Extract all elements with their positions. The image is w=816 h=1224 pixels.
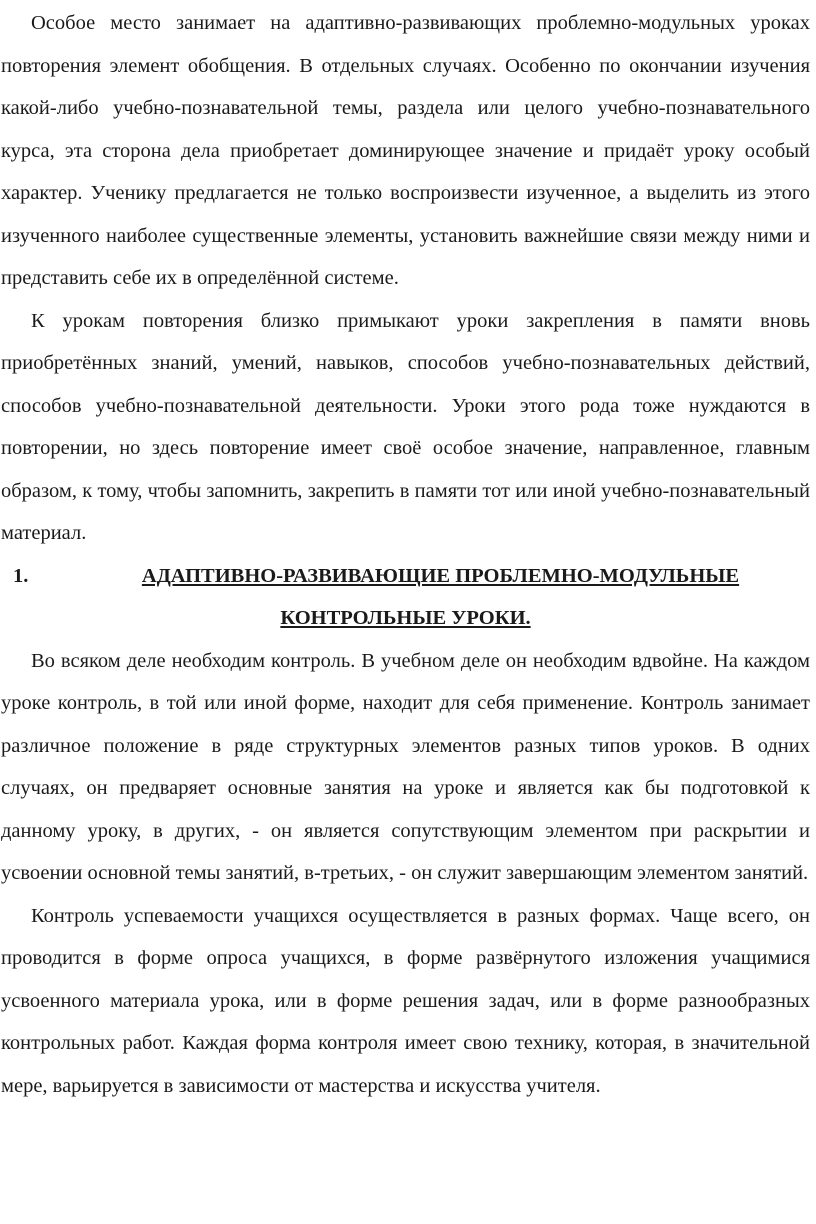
section-title-line-1: АДАПТИВНО-РАЗВИВАЮЩИЕ ПРОБЛЕМНО-МОДУЛЬНЫЕ [141,564,740,587]
paragraph-consolidation: К урокам повторения близко примыкают уроки закрепления в памяти вновь приобретённых знаний, умений, навыков, способов учебно-познавательных действий, способов учебно-познавательной деятельности. Уроки этого рода тоже нуждаются в повторении, но здесь повторение имеет своё особое значение, направленное, главным образом, к тому, чтобы запомнить, закрепить в памяти тот или иной учебно-познавательный материал. [1,309,810,544]
section-heading [1,555,810,640]
paragraph-generalization: Особое место занимает на адаптивно-развивающих проблемно-модульных уроках повторения элемент обобщения. В отдельных случаях. Особенно по окончании изучения какой-либо учебно-познавательной темы, раздела или целого учебно-познавательного курса, эта сторона дела приобретает доминирующее значение и придаёт уроку особый характер. Ученику предлагается не только воспроизвести изученное, а выделить из этого изученного наиболее существенные элементы, установить важнейшие связи между ними и представить себе их в определённой системе. [1,12,810,289]
section-number: 1. [13,564,29,587]
paragraph-control-forms: Контроль успеваемости учащихся осуществляется в разных формах. Чаще всего, он проводится в форме опроса учащихся, в форме развёрнутого изложения учащимися усвоенного материала урока, или в форме решения задач, или в форме разнообразных контрольных работ. Каждая форма контроля имеет свою технику, которая, в значительной мере, варьируется в зависимости от мастерства и искусства учителя. [1,904,810,1097]
paragraph-control-intro: Во всяком деле необходим контроль. В учебном деле он необходим вдвойне. На каждом уроке контроль, в той или иной форме, находит для себя применение. Контроль занимает различное положение в ряде структурных элементов разных типов уроков. В одних случаях, он предваряет основные занятия на уроке и является как бы подготовкой к данному уроку, в других, - он является сопутствующим элементом при раскрытии и усвоении основной темы занятий, в-третьих, - он служит завершающим элементом занятий. [1,649,810,884]
section-title-line-2: КОНТРОЛЬНЫЕ УРОКИ. [280,607,531,629]
